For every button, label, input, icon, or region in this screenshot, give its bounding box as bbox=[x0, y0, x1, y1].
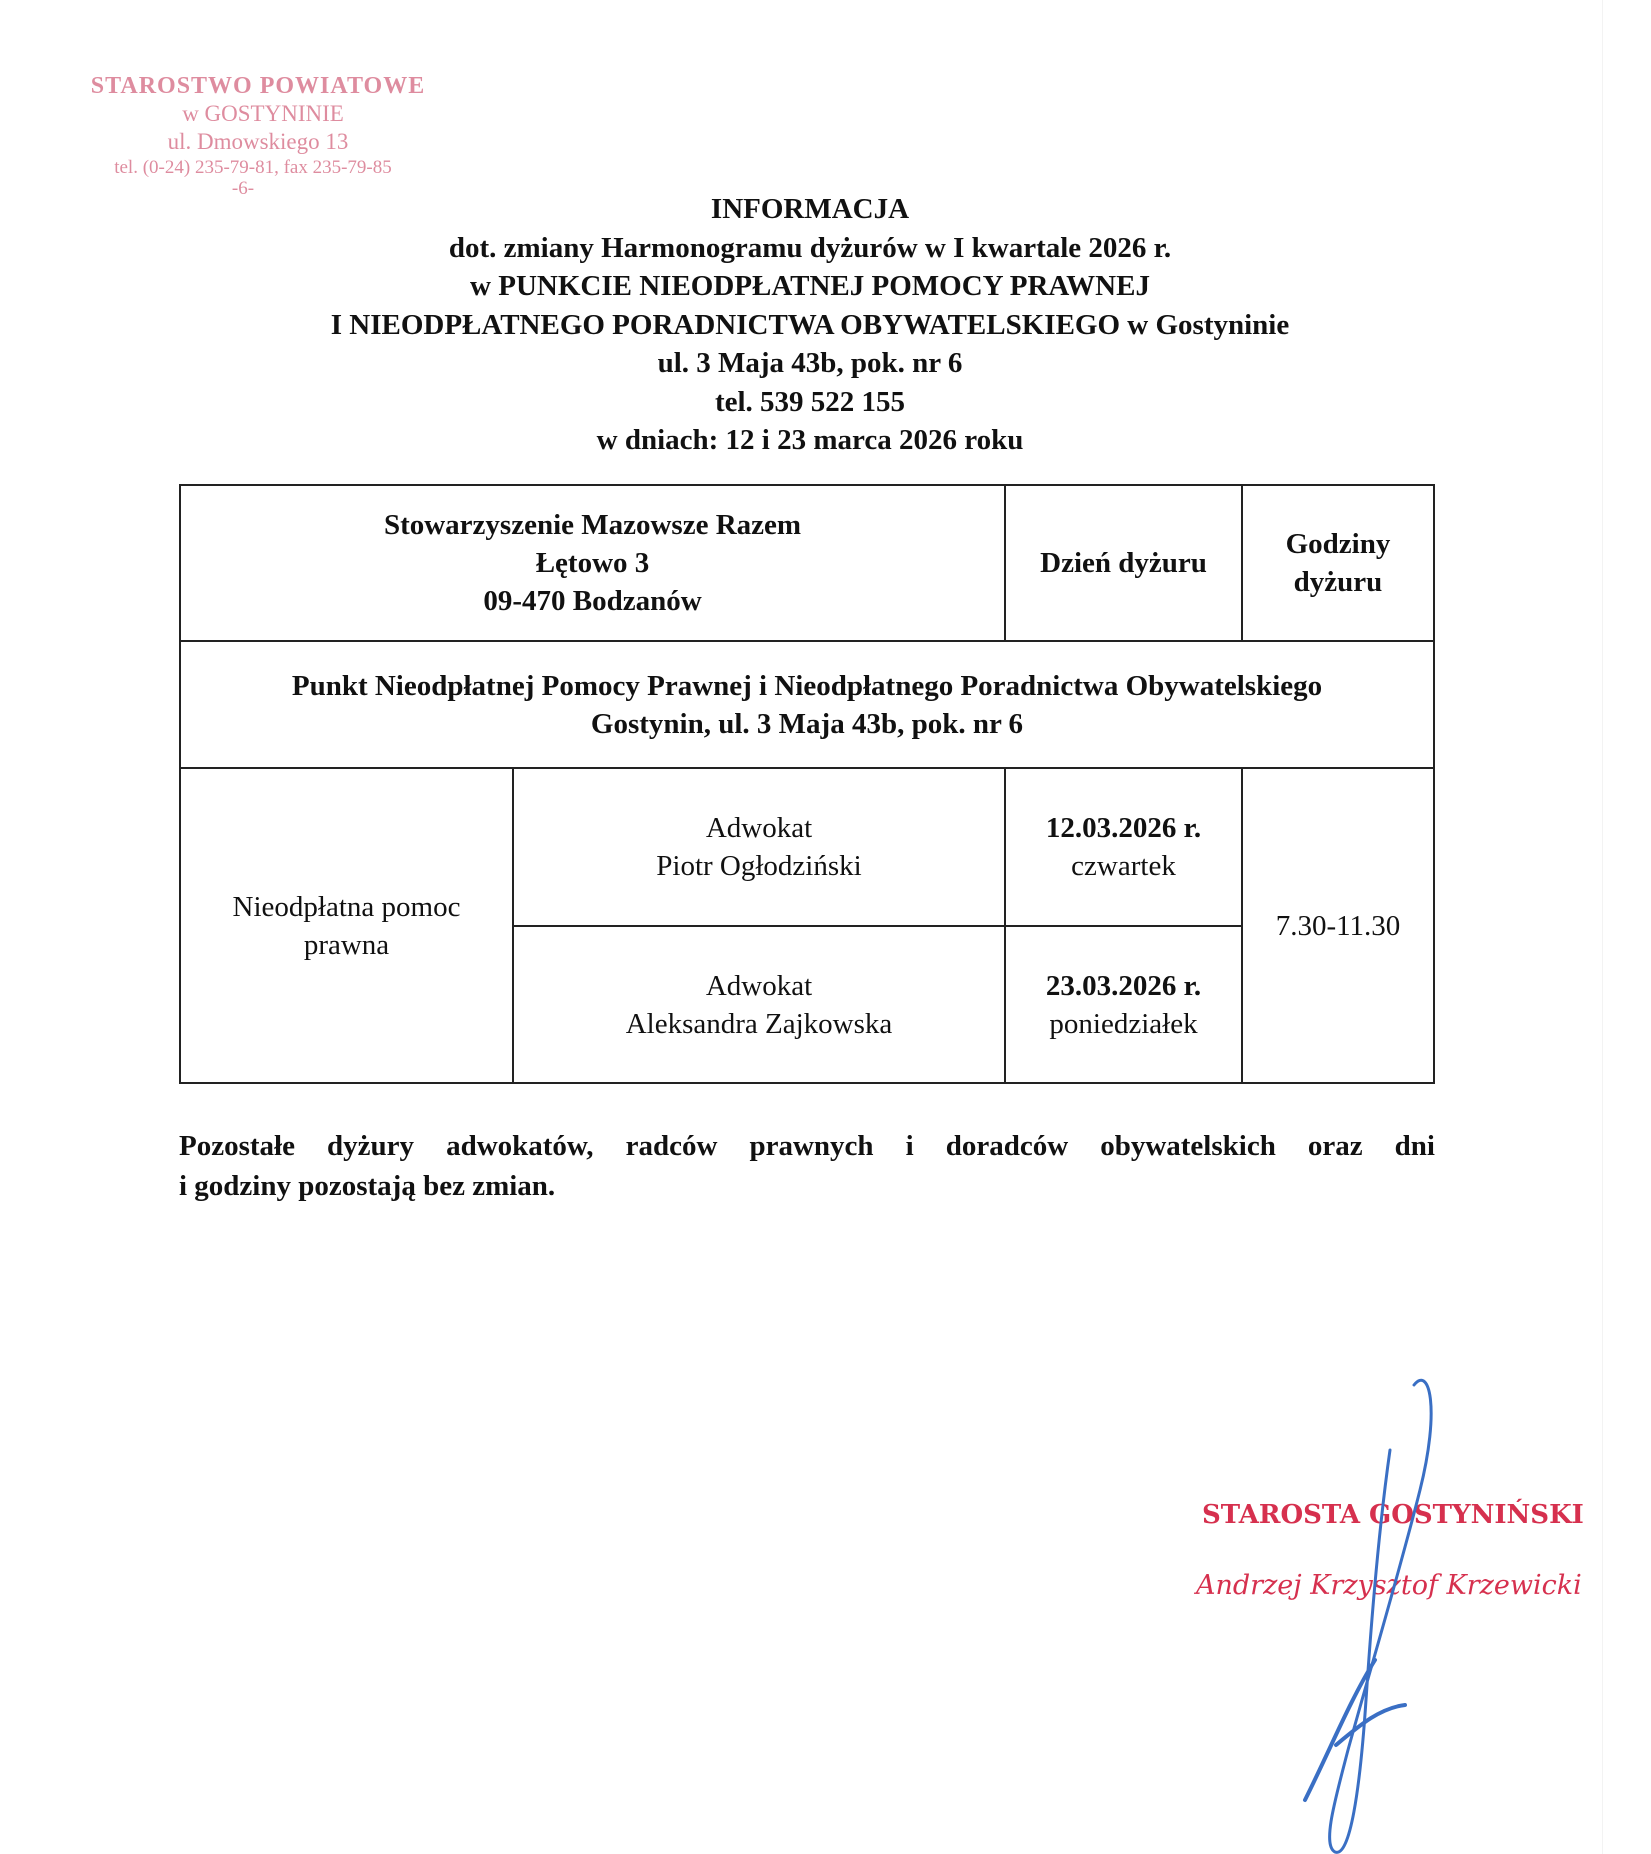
header-line-4: I NIEODPŁATNEGO PORADNICTWA OBYWATELSKIEGO w Gostyninie bbox=[330, 308, 1290, 341]
point-location-cell bbox=[181, 642, 1433, 767]
duty-weekday: czwartek bbox=[1071, 850, 1176, 882]
stamp-line-4: tel. (0-24) 235-79-81, fax 235-79-85 bbox=[114, 157, 392, 178]
duty-weekday: poniedziałek bbox=[1049, 1007, 1198, 1040]
document-title: INFORMACJA bbox=[710, 193, 910, 225]
table-row-lawyer bbox=[514, 927, 1004, 1082]
duty-hours: 7.30-11.30 bbox=[1275, 909, 1401, 942]
column-header-hours bbox=[1243, 486, 1433, 640]
organization-city: 09-470 Bodzanów bbox=[483, 585, 702, 617]
header-address: ul. 3 Maja 43b, pok. nr 6 bbox=[657, 347, 963, 379]
lawyer-name: Piotr Ogłodziński bbox=[656, 850, 862, 882]
signature-stroke bbox=[1330, 1380, 1432, 1852]
signatory-name: Andrzej Krzysztof Krzewicki bbox=[1196, 1570, 1582, 1601]
service-type-line-1: Nieodpłatna pomoc bbox=[232, 890, 461, 923]
organization-street: Łętowo 3 bbox=[535, 547, 650, 579]
closing-note-line-1: Pozostałe dyżury adwokatów, radców prawnych i doradców obywatelskich oraz dni bbox=[179, 1130, 1435, 1162]
table-row-lawyer bbox=[514, 769, 1004, 925]
column-header-hours-line-2: dyżuru bbox=[1293, 566, 1383, 598]
column-header-hours-line-1: Godziny bbox=[1285, 528, 1391, 560]
signature-crossbar bbox=[1305, 1660, 1405, 1800]
column-header-day-label: Dzień dyżuru bbox=[1040, 547, 1207, 579]
stamp-line-3: ul. Dmowskiego 13 bbox=[167, 129, 349, 154]
table-row-date bbox=[1006, 927, 1241, 1082]
duty-date: 12.03.2026 r. bbox=[1045, 812, 1202, 844]
header-dates: w dniach: 12 i 23 marca 2026 roku bbox=[596, 424, 1024, 456]
lawyer-role: Adwokat bbox=[705, 969, 813, 1002]
table-row-date bbox=[1006, 769, 1241, 925]
header-phone: tel. 539 522 155 bbox=[714, 385, 906, 418]
document-header bbox=[200, 190, 1420, 460]
closing-note bbox=[179, 1126, 1435, 1206]
closing-note-line-2: i godziny pozostają bez zmian. bbox=[179, 1170, 556, 1202]
signatory-title: STAROSTA GOSTYNIŃSKI bbox=[1202, 1500, 1584, 1530]
lawyer-role: Adwokat bbox=[705, 812, 813, 844]
handwritten-signature bbox=[1240, 1370, 1440, 1854]
stamp-line-5: -6- bbox=[231, 178, 255, 199]
stamp-line-1: STAROSTWO POWIATOWE bbox=[90, 73, 426, 99]
header-line-3: w PUNKCIE NIEODPŁATNEJ POMOCY PRAWNEJ bbox=[470, 270, 1150, 302]
duty-date: 23.03.2026 r. bbox=[1045, 969, 1202, 1002]
office-stamp bbox=[78, 72, 478, 198]
point-address: Gostynin, ul. 3 Maja 43b, pok. nr 6 bbox=[590, 707, 1024, 740]
column-header-day bbox=[1006, 486, 1241, 640]
duty-hours-cell bbox=[1243, 769, 1433, 1082]
scan-artifact-line bbox=[1602, 0, 1603, 1854]
header-subject: dot. zmiany Harmonogramu dyżurów w I kwartale 2026 r. bbox=[448, 231, 1172, 264]
organization-cell bbox=[181, 486, 1004, 640]
service-type-line-2: prawna bbox=[303, 928, 390, 961]
lawyer-name: Aleksandra Zajkowska bbox=[625, 1007, 893, 1040]
service-type-cell bbox=[181, 769, 512, 1082]
stamp-line-2: w GOSTYNINIE bbox=[182, 101, 344, 126]
schedule-table bbox=[179, 484, 1435, 1084]
point-name: Punkt Nieodpłatnej Pomocy Prawnej i Nieodpłatnego Poradnictwa Obywatelskiego bbox=[291, 669, 1323, 702]
organization-name: Stowarzyszenie Mazowsze Razem bbox=[383, 509, 802, 541]
